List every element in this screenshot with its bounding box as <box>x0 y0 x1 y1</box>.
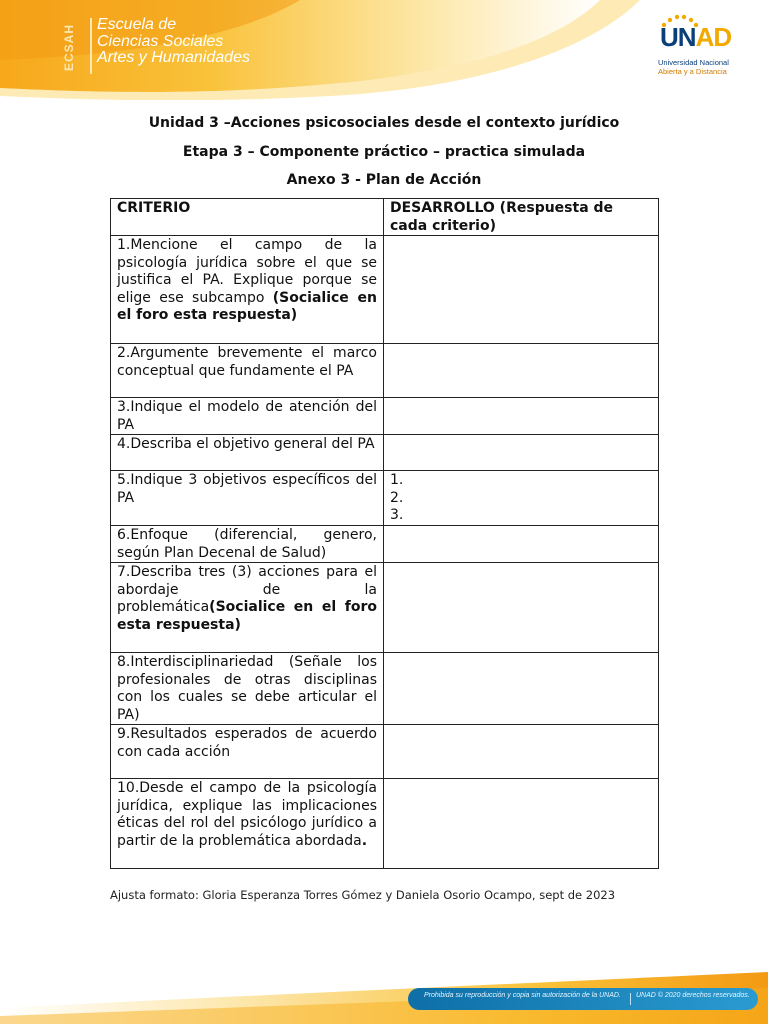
answer-cell[interactable] <box>384 236 659 344</box>
format-credit: Ajusta formato: Gloria Esperanza Torres Gómez y Daniela Osorio Ocampo, sept de 2023 <box>110 888 616 902</box>
stage-title: Etapa 3 – Componente práctico – practica simulada <box>182 144 586 160</box>
answer-cell[interactable] <box>384 435 659 471</box>
criterion-cell: 10.Desde el campo de la psicología jurídica, explique las implicaciones éticas del rol del psicólogo jurídico a partir de la problemática abordada. <box>111 779 384 869</box>
criterio-header: CRITERIO <box>111 199 384 236</box>
page-header <box>0 0 768 100</box>
school-line: Ciencias Sociales <box>97 32 224 50</box>
criterion-cell: 7.Describa tres (3) acciones para el abordaje de la problemática(Socialice en el foro esta respuesta) <box>111 563 384 653</box>
table-header-row <box>111 199 659 236</box>
criterion-cell: 2.Argumente brevemente el marco conceptual que fundamente el PA <box>111 344 384 398</box>
page-footer <box>0 968 768 1024</box>
copy-notice: Prohibida su reproducción y copia sin autorización de la UNAD. <box>424 992 621 999</box>
answer-cell[interactable] <box>384 563 659 653</box>
school-line: Artes y Humanidades <box>97 49 250 66</box>
answer-cell[interactable] <box>384 653 659 725</box>
desarrollo-header: DESARROLLO (Respuesta de cada criterio) <box>384 199 659 236</box>
answer-cell[interactable] <box>384 344 659 398</box>
rights-notice: UNAD © 2020 derechos reservados. <box>636 992 750 999</box>
action-plan-table <box>110 198 659 869</box>
unad-wordmark: UNAD <box>660 22 732 52</box>
table-row <box>111 563 659 653</box>
answer-cell[interactable] <box>384 779 659 869</box>
table-row <box>111 779 659 869</box>
school-line: Escuela de <box>97 16 177 33</box>
answer-cell[interactable] <box>384 471 659 526</box>
table-row <box>111 471 659 526</box>
criterion-cell: 5.Indique 3 objetivos específicos del PA <box>111 471 384 526</box>
answer-cell[interactable] <box>384 725 659 779</box>
unad-logo <box>656 14 742 78</box>
table-row <box>111 398 659 435</box>
objective-item: 1. <box>390 472 404 488</box>
unad-subtitle: Universidad Nacional Abierta y a Distancia <box>658 58 729 76</box>
criterion-cell: 6.Enfoque (diferencial, genero, según Plan Decenal de Salud) <box>111 526 384 563</box>
table-row <box>111 236 659 344</box>
ecsah-tag: ECSAH <box>62 23 76 71</box>
table-row <box>111 435 659 471</box>
criterion-cell: 1.Mencione el campo de la psicología jurídica sobre el que se justifica el PA. Explique porque se elige ese subcampo (Socialice en el foro esta respuesta) <box>111 236 384 344</box>
school-name <box>97 17 250 67</box>
header-divider <box>90 18 92 74</box>
table-row <box>111 653 659 725</box>
table-row <box>111 344 659 398</box>
unit-title: Unidad 3 –Acciones psicosociales desde el contexto jurídico <box>148 115 620 131</box>
answer-cell[interactable] <box>384 398 659 435</box>
table-row <box>111 725 659 779</box>
criterion-cell: 3.Indique el modelo de atención del PA <box>111 398 384 435</box>
answer-cell[interactable] <box>384 526 659 563</box>
criterion-cell: 9.Resultados esperados de acuerdo con cada acción <box>111 725 384 779</box>
criterion-cell: 8.Interdisciplinariedad (Señale los profesionales de otras disciplinas con los cuales se debe articular el PA) <box>111 653 384 725</box>
objective-item: 2. <box>390 489 404 506</box>
footer-divider <box>630 993 631 1005</box>
objective-item: 3. <box>390 507 404 523</box>
table-row <box>111 526 659 563</box>
annex-title: Anexo 3 - Plan de Acción <box>286 172 482 188</box>
criterion-cell: 4.Describa el objetivo general del PA <box>111 435 384 471</box>
